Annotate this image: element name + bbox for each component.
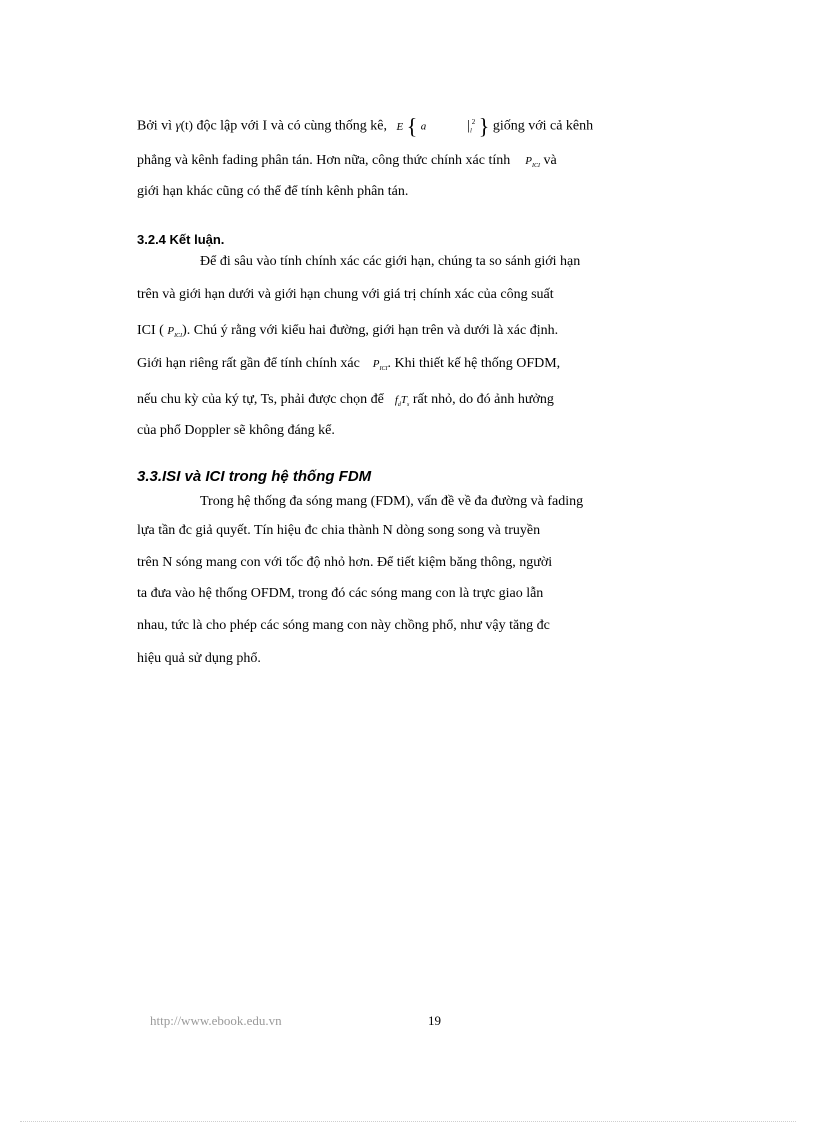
- math-f: f: [394, 394, 398, 406]
- s324-line-2: trên và giới hạn dưới và giới hạn chung với giá trị chính xác của công suất: [137, 287, 554, 302]
- text-segment: . Khi thiết kế hệ thống OFDM,: [387, 356, 561, 371]
- s33-line-2: lựa tần đc giả quyết. Tín hiệu đc chia thành N dòng song song và truyền: [137, 523, 541, 538]
- para1-line-3: [137, 183, 408, 201]
- text-segment: và: [543, 153, 557, 168]
- s33-line-4: ta đưa vào hệ thống OFDM, trong đó các sóng mang con là trực giao lẫn: [137, 586, 544, 601]
- footer-url-link[interactable]: http://www.ebook.edu.vn: [150, 1013, 282, 1028]
- text-segment: Bởi vì: [137, 118, 173, 134]
- s324-line-4: [137, 355, 560, 378]
- s324-line-1: Để đi sâu vào tính chính xác các giới hạn, chúng ta so sánh giới hạn: [200, 254, 581, 269]
- math-variable-a: a: [420, 120, 427, 133]
- math-P: P: [525, 155, 532, 167]
- s324-line-5: [137, 391, 554, 414]
- math-P: P: [372, 358, 380, 370]
- text-segment: phẳng và kênh fading phân tán. Hơn nữa, công thức chính xác tính: [137, 153, 511, 168]
- section-heading-3-2-4: 3.2.4 Kết luận.: [137, 232, 225, 247]
- gamma-symbol: γ: [175, 117, 181, 133]
- text-segment: giống với cả kênh: [492, 118, 594, 134]
- subscript-ici: ICI: [379, 366, 388, 372]
- s324-line-3: [137, 322, 558, 345]
- text-segment: ICI (: [137, 323, 164, 338]
- abs-bar: |: [467, 118, 471, 134]
- section-heading-3-3: 3.3.ISI và ICI trong hệ thống FDM: [137, 468, 372, 485]
- expectation-symbol: E: [396, 120, 404, 133]
- text-segment: giới hạn khác cũng có thể để tính kênh phân tán.: [137, 184, 409, 199]
- text-segment: rất nhỏ, do đó ảnh hưởng: [412, 392, 554, 407]
- subscript-d: d: [397, 402, 401, 408]
- s33-line-6: hiệu quả sử dụng phổ.: [137, 651, 261, 666]
- text-segment: ). Chú ý rằng với kiểu hai đường, giới hạn trên và dưới là xác định.: [182, 323, 559, 338]
- text-segment: nếu chu kỳ của ký tự, Ts, phải được chọn để: [137, 392, 384, 407]
- s33-line-3: trên N sóng mang con với tốc độ nhỏ hơn. Để tiết kiệm băng thông, người: [137, 555, 553, 570]
- bottom-dotted-rule: [20, 1121, 796, 1122]
- gamma-argument: (t): [180, 117, 193, 133]
- s33-line-5: nhau, tức là cho phép các sóng mang con này chồng phổ, như vậy tăng đc: [137, 618, 550, 633]
- text-segment: Giới hạn riêng rất gần để tính chính xác: [137, 356, 360, 371]
- s324-line-6: của phổ Doppler sẽ không đáng kể.: [137, 423, 335, 438]
- s33-line-1: Trong hệ thống đa sóng mang (FDM), vấn đề về đa đường và fading: [200, 494, 584, 509]
- subscript-ici: ICI: [174, 333, 183, 339]
- math-P: P: [167, 325, 175, 337]
- math-T: T: [400, 394, 408, 406]
- superscript-2: 2: [471, 118, 476, 126]
- para1-line-2: [137, 152, 557, 175]
- subscript-ici: ICI: [532, 163, 540, 169]
- brace-open: {: [406, 113, 418, 139]
- subscript-s: s: [407, 402, 410, 408]
- text-segment: độc lập với I và có cùng thống kê,: [196, 118, 387, 134]
- para1-line-1: [137, 113, 593, 141]
- subscript-l: l: [470, 128, 472, 135]
- brace-close: }: [478, 113, 490, 139]
- page-number: 19: [428, 1013, 441, 1028]
